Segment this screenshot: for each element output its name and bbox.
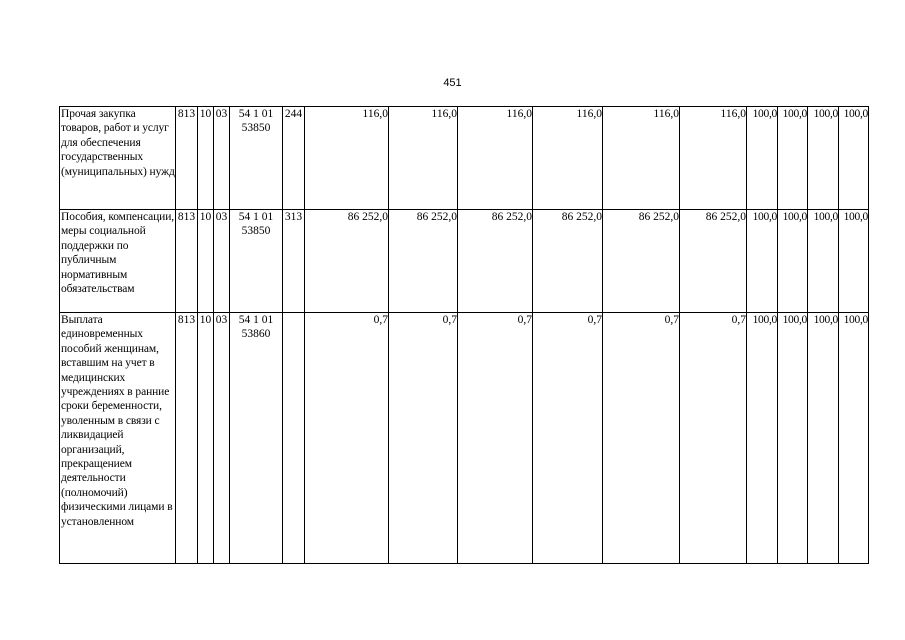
amount-cell: 116,0	[389, 107, 458, 210]
amount-cell: 86 252,0	[533, 210, 603, 313]
amount-cell: 0,7	[680, 313, 747, 564]
section-cell: 10	[198, 210, 214, 313]
amount-cell: 86 252,0	[603, 210, 680, 313]
target-article-cell: 54 1 01 53850	[230, 107, 283, 210]
percent-cell: 100,0	[839, 313, 869, 564]
grbs-cell: 813	[176, 313, 198, 564]
section-cell: 10	[198, 107, 214, 210]
amount-cell: 86 252,0	[305, 210, 389, 313]
amount-cell: 86 252,0	[389, 210, 458, 313]
amount-cell: 116,0	[458, 107, 533, 210]
target-article-cell: 54 1 01 53850	[230, 210, 283, 313]
amount-cell: 116,0	[305, 107, 389, 210]
amount-cell: 0,7	[389, 313, 458, 564]
amount-cell: 0,7	[305, 313, 389, 564]
amount-cell: 116,0	[603, 107, 680, 210]
subsection-cell: 03	[214, 313, 230, 564]
row-name-cell: Выплата единовременных пособий женщинам, вставшим на учет в медицинских учреждениях в ранние сроки беременности, уволенным в связи с ликвидацией организаций, прекращением деятельности (полномочий) физическими лицами в установленном	[60, 313, 176, 564]
expense-type-cell: 244	[283, 107, 305, 210]
subsection-cell: 03	[214, 210, 230, 313]
percent-cell: 100,0	[747, 313, 778, 564]
expense-type-cell: 313	[283, 210, 305, 313]
section-cell: 10	[198, 313, 214, 564]
percent-cell: 100,0	[778, 107, 808, 210]
row-name-cell: Пособия, компенсации, меры социальной поддержки по публичным нормативным обязательствам	[60, 210, 176, 313]
subsection-cell: 03	[214, 107, 230, 210]
table-row	[60, 210, 869, 313]
grbs-cell: 813	[176, 210, 198, 313]
amount-cell: 0,7	[533, 313, 603, 564]
percent-cell: 100,0	[747, 210, 778, 313]
amount-cell: 116,0	[533, 107, 603, 210]
percent-cell: 100,0	[808, 210, 839, 313]
percent-cell: 100,0	[808, 313, 839, 564]
amount-cell: 86 252,0	[458, 210, 533, 313]
table-row	[60, 107, 869, 210]
percent-cell: 100,0	[808, 107, 839, 210]
amount-cell: 86 252,0	[680, 210, 747, 313]
expense-type-cell	[283, 313, 305, 564]
budget-table	[59, 106, 869, 564]
percent-cell: 100,0	[778, 210, 808, 313]
page-number: 451	[443, 77, 462, 89]
row-name-cell: Прочая закупка товаров, работ и услуг для обеспечения государственных (муниципальных) нужд	[60, 107, 176, 210]
table-row	[60, 313, 869, 564]
percent-cell: 100,0	[839, 107, 869, 210]
percent-cell: 100,0	[839, 210, 869, 313]
target-article-cell: 54 1 01 53860	[230, 313, 283, 564]
amount-cell: 116,0	[680, 107, 747, 210]
amount-cell: 0,7	[603, 313, 680, 564]
percent-cell: 100,0	[778, 313, 808, 564]
percent-cell: 100,0	[747, 107, 778, 210]
grbs-cell: 813	[176, 107, 198, 210]
amount-cell: 0,7	[458, 313, 533, 564]
